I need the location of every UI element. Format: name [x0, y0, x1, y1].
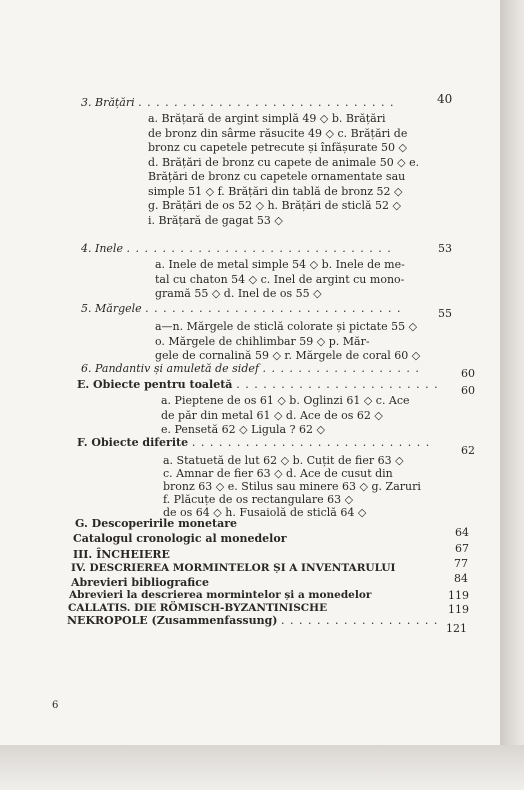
toc-entry-title: Abrevieri bibliografice [71, 576, 209, 589]
toc-sub-margele [155, 320, 420, 364]
toc-sub-line: c. Amnar de fier 63 ◇ d. Ace de cusut din [163, 467, 393, 480]
toc-sub-line: a. Statuetă de lut 62 ◇ b. Cuțit de fier 63 ◇ [163, 454, 404, 467]
toc-page-pandantiv: 60 [461, 367, 475, 380]
toc-page-incheiere: 77 [454, 557, 468, 570]
toc-sub-line: a. Pieptene de os 61 ◇ b. Oglinzi 61 ◇ c. Ace [161, 394, 410, 407]
page-edge [500, 0, 524, 790]
toc-entry-title: 5. Mărgele [81, 302, 142, 315]
toc-page-catalog: 67 [455, 542, 469, 555]
toc-sub-line: a. Brățară de argint simplă 49 ◇ b. Brățări [148, 112, 386, 125]
toc-entry-title: E. Obiecte pentru toaletă [77, 378, 233, 391]
toc-page-margele: 55 [438, 307, 452, 320]
toc-entry-title: 3. Brățări [81, 96, 135, 109]
toc-leader: . . . . . . . . . . . . . . . . . . [262, 362, 420, 375]
toc-leader: . . . . . . . . . . . . . . . . . . [281, 614, 439, 627]
toc-leader: . . . . . . . . . . . . . . . . . . . . . . . [236, 378, 439, 391]
toc-sub-line: e. Pensetă 62 ◇ Ligula ? 62 ◇ [161, 423, 325, 436]
toc-sub-line: Brățări de bronz cu capetele ornamentate sau [148, 170, 406, 183]
toc-sub-line: d. Brățări de bronz cu capete de animale 50 ◇ e. [148, 155, 420, 169]
toc-page-callatis: 121 [446, 622, 467, 635]
toc-entry-title: Catalogul cronologic al monedelor [73, 532, 287, 545]
toc-sub-line: gramă 55 ◇ d. Inel de os 55 ◇ [155, 287, 322, 300]
toc-entry-title: CALLATIS. DIE RÖMISCH-BYZANTINISCHE [68, 602, 328, 614]
toc-entry-callatis-line2 [67, 614, 438, 627]
toc-sub-line: a—n. Mărgele de sticlă colorate și pictate 55 ◇ [155, 320, 418, 333]
toc-entry-diferite [77, 436, 430, 449]
header-page-number: 40 [437, 92, 453, 106]
toc-sub-line: de păr din metal 61 ◇ d. Ace de os 62 ◇ [161, 408, 383, 422]
toc-sub-line: a. Inele de metal simple 54 ◇ b. Inele de me- [155, 258, 405, 271]
toc-sub-line: tal cu chaton 54 ◇ c. Inel de argint cu mono- [155, 272, 405, 286]
folio-page-number: 6 [52, 700, 59, 711]
toc-page-monetare: 64 [455, 526, 469, 539]
toc-sub-line: bronz cu capetele petrecute și înfășurate 50 ◇ [148, 141, 407, 154]
toc-leader: . . . . . . . . . . . . . . . . . . . . . . . . . . . . . [145, 302, 402, 315]
toc-leader: . . . . . . . . . . . . . . . . . . . . . . . . . . . . . . [126, 242, 392, 255]
toc-entry-abrevieri-descriere [69, 589, 371, 601]
toc-sub-toaleta [161, 394, 410, 438]
toc-sub-line: de os 64 ◇ h. Fusaiolă de sticlă 64 ◇ [163, 506, 367, 519]
toc-entry-inele [81, 242, 392, 255]
toc-entry-title: IV. DESCRIEREA MORMINTELOR ȘI A INVENTARULUI [71, 562, 396, 574]
toc-sub-bratari [148, 112, 419, 228]
toc-sub-line: de bronz din sârme răsucite 49 ◇ c. Brățări de [148, 126, 408, 140]
toc-entry-toaleta [77, 378, 439, 391]
toc-sub-line: simple 51 ◇ f. Brățări din tablă de bronz 52 ◇ [148, 184, 403, 198]
toc-sub-line: g. Brățări de os 52 ◇ h. Brățări de sticlă 52 ◇ [148, 199, 401, 212]
toc-entry-callatis [68, 602, 327, 614]
toc-sub-inele [155, 258, 405, 302]
toc-entry-title: G. Descoperirile monetare [75, 517, 238, 530]
toc-page-toaleta: 60 [461, 384, 475, 397]
toc-sub-line: bronz 63 ◇ e. Stilus sau minere 63 ◇ g. Zaruri [163, 480, 421, 493]
toc-sub-line: f. Plăcuțe de os rectangulare 63 ◇ [163, 493, 354, 506]
toc-entry-title: Abrevieri la descrierea mormintelor și a monedelor [69, 589, 372, 601]
toc-leader: . . . . . . . . . . . . . . . . . . . . . . . . . . . [191, 436, 431, 449]
toc-entry-margele [81, 302, 401, 315]
toc-entry-incheiere [73, 548, 170, 561]
toc-page-diferite: 62 [461, 444, 475, 457]
toc-entry-title: III. ÎNCHEIERE [73, 548, 170, 561]
toc-entry-catalog [73, 532, 287, 545]
toc-entry-title: 4. Inele [81, 242, 123, 255]
toc-page-inele: 53 [438, 242, 452, 255]
toc-entry-abrevieri [71, 576, 209, 589]
toc-sub-line: i. Brățară de gagat 53 ◇ [148, 213, 283, 227]
toc-sub-line: gele de cornalină 59 ◇ r. Mărgele de coral 60 ◇ [155, 349, 421, 362]
toc-entry-descrierea [71, 562, 395, 574]
toc-entry-monetare [75, 517, 237, 530]
toc-entry-pandantiv [81, 362, 420, 375]
toc-leader: . . . . . . . . . . . . . . . . . . . . . . . . . . . . . [138, 96, 395, 109]
toc-page-descrierea: 84 [454, 572, 468, 585]
toc-sub-diferite [163, 454, 421, 519]
toc-entry-bratari [81, 96, 394, 109]
toc-entry-title: F. Obiecte diferite [77, 436, 189, 449]
toc-page-abrevieri: 119 [448, 589, 469, 602]
toc-sub-line: o. Mărgele de chihlimbar 59 ◇ p. Măr- [155, 334, 370, 348]
toc-page-abrevieri-descriere: 119 [448, 603, 469, 616]
toc-entry-title: NEKROPOLE (Zusammenfassung) [67, 614, 278, 627]
toc-entry-title: 6. Pandantiv și amuletă de sidef [81, 362, 259, 375]
